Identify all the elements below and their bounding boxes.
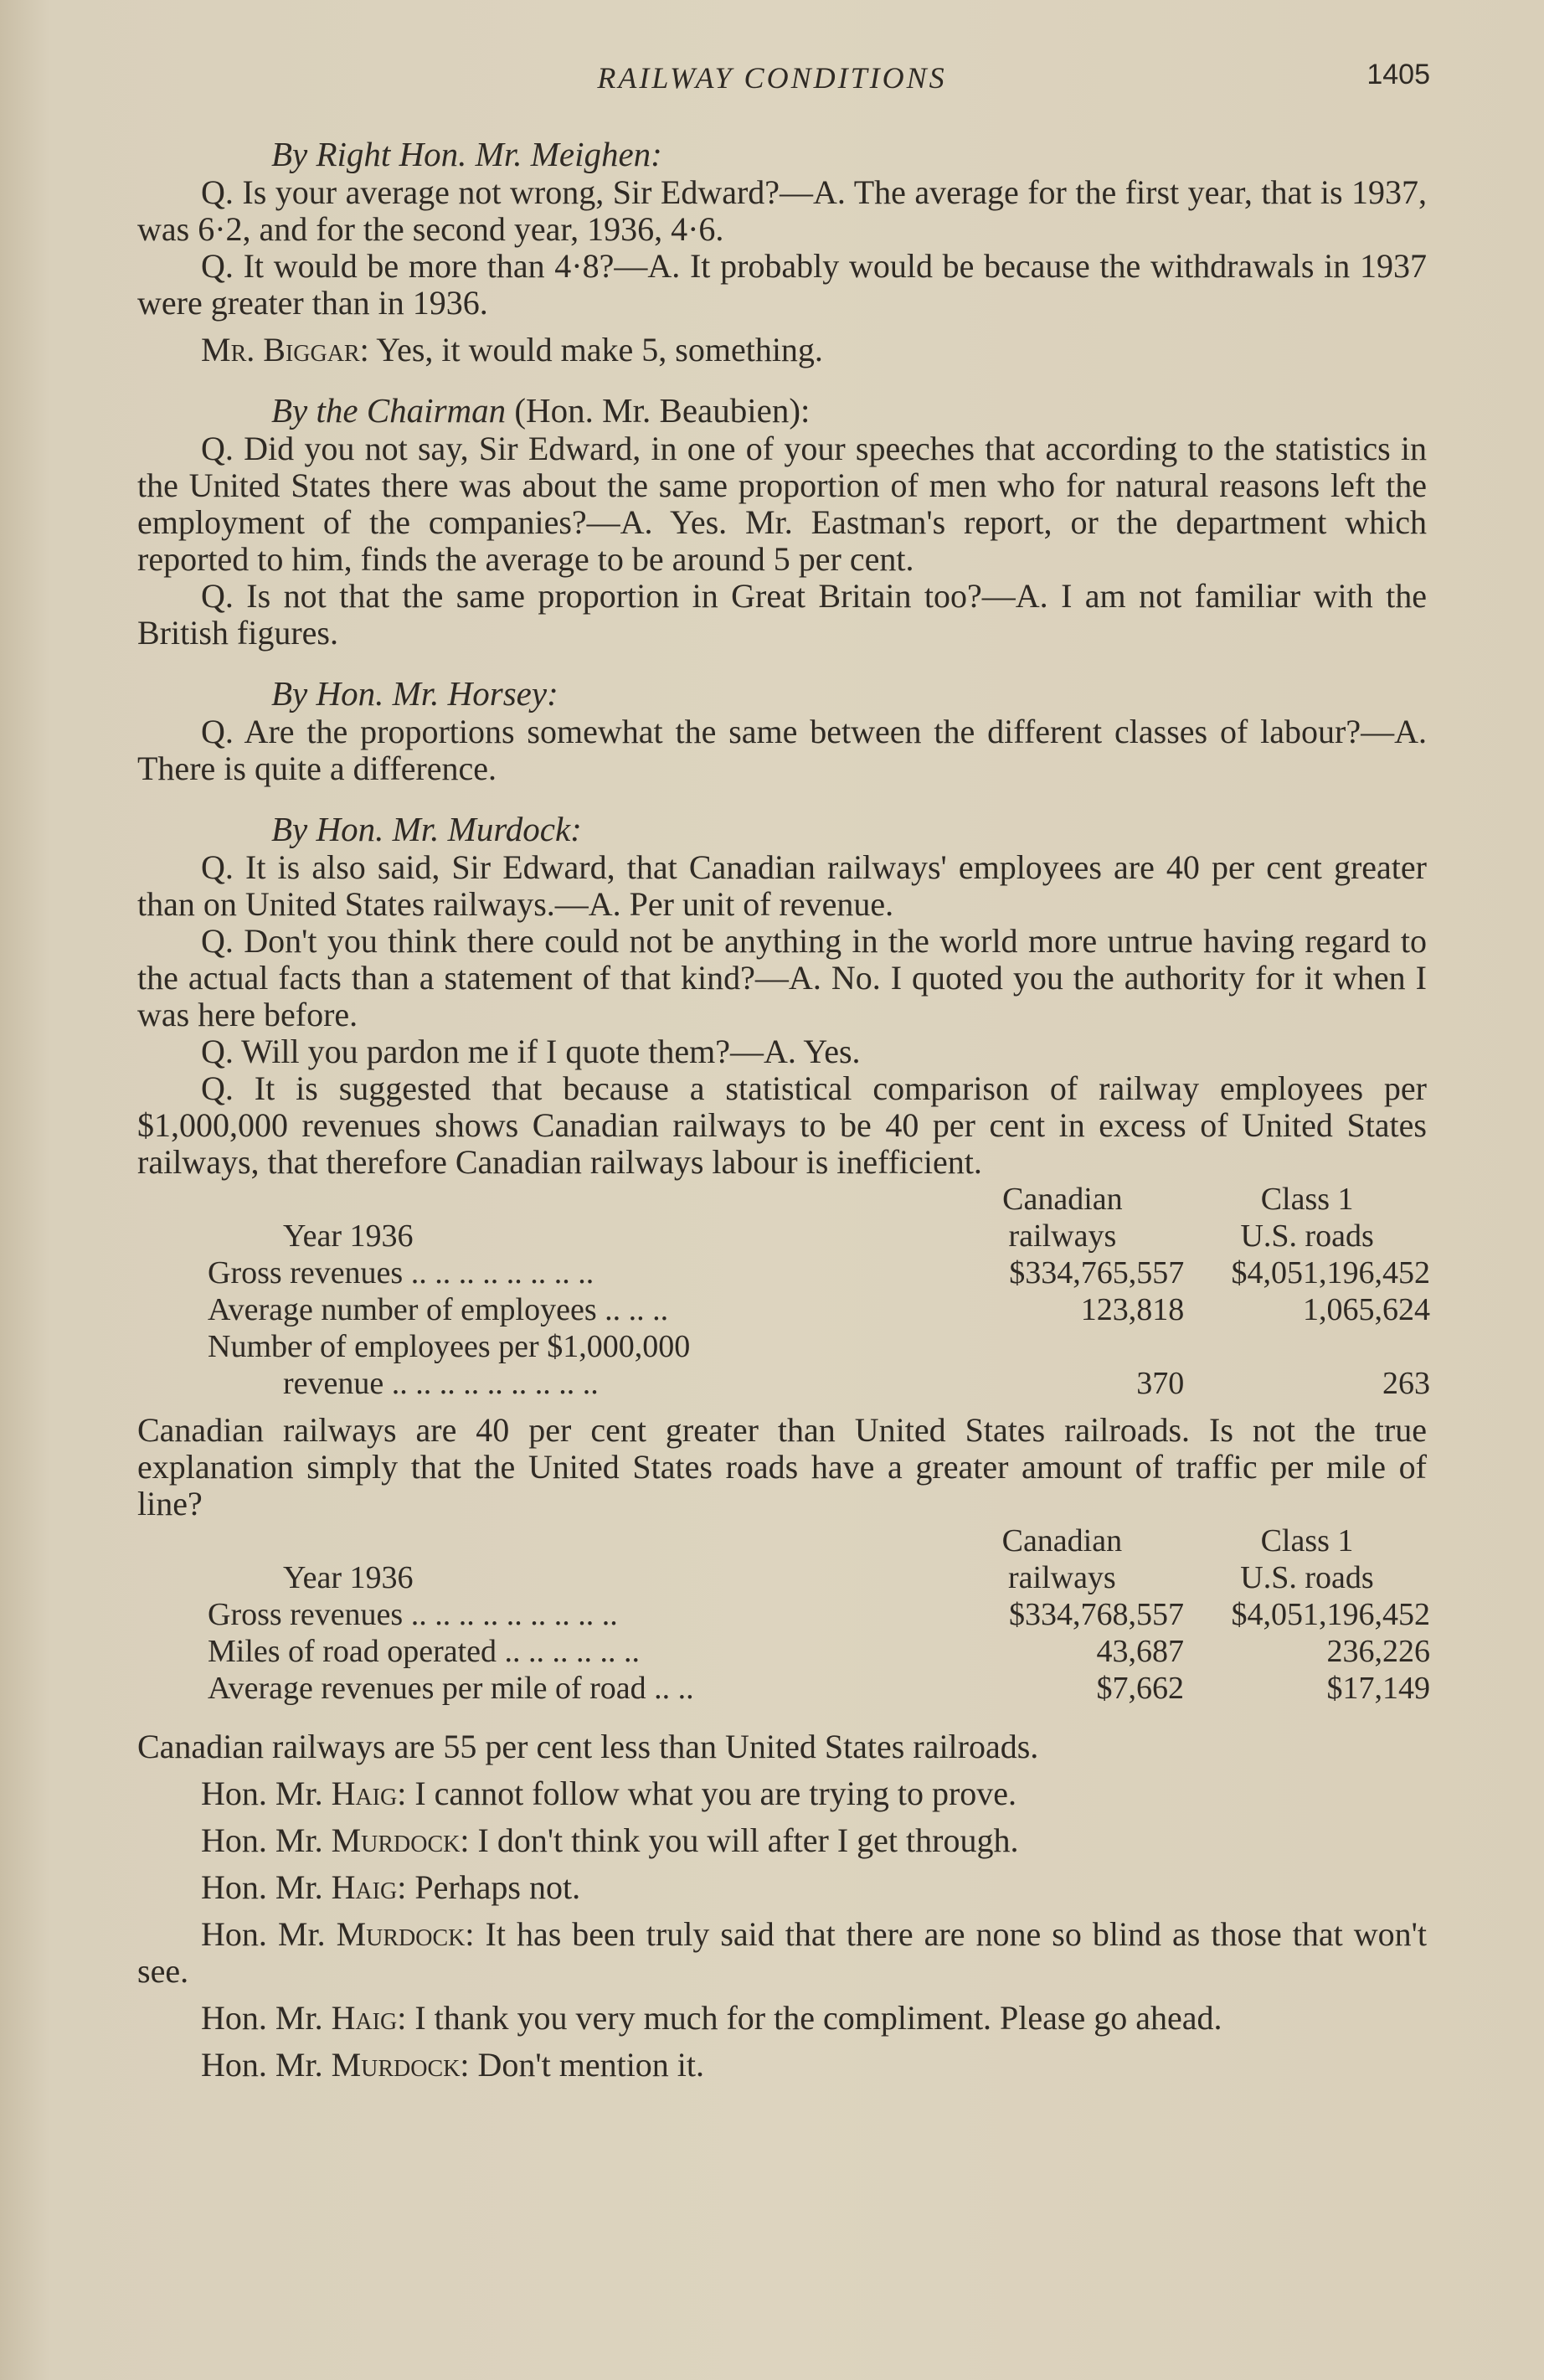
heading-plain: (Hon. Mr. Beaubien): — [506, 391, 811, 430]
cell-value: 263 — [1382, 1366, 1430, 1401]
cell-value: $334,768,557 — [1008, 1597, 1184, 1632]
dot-leader: .. .. .. .. .. .. .. .. — [410, 1255, 594, 1290]
speaker-name: Murdock — [336, 1915, 466, 1953]
paragraph-biggar — [137, 332, 1427, 368]
speaker-text: : I cannot follow what you are trying to prove. — [397, 1775, 1017, 1812]
paragraph: Canadian railways are 40 per cent greater than United States railroads. Is not the true explanation simply that the United States roads have a greater amount of traffic per mile of line? — [137, 1411, 1427, 1522]
cell-value: $17,149 — [1326, 1671, 1430, 1706]
section-heading-horsey: By Hon. Mr. Horsey: — [271, 674, 558, 713]
page-header — [0, 60, 1544, 102]
table-row — [208, 1365, 1430, 1402]
dialogue-line — [137, 1775, 1427, 1812]
cell-value: 123,818 — [1080, 1292, 1185, 1327]
row-label: Average revenues per mile of road — [208, 1671, 646, 1706]
table-row — [208, 1633, 1430, 1670]
dialogue-line — [137, 1916, 1427, 1990]
table-year: Year 1936 — [283, 1218, 414, 1254]
dot-leader: .. .. .. — [605, 1292, 669, 1327]
dialogue-line — [137, 1869, 1427, 1906]
running-head: RAILWAY CONDITIONS — [597, 61, 947, 95]
column-header-us-line2: U.S. roads — [1240, 1218, 1374, 1254]
column-header-canadian-line2: railways — [1007, 1560, 1116, 1595]
paragraph: Q. It is also said, Sir Edward, that Canadian railways' employees are 40 per cent greater than on United States railways.—A. Per unit of revenue. — [137, 848, 1427, 923]
dot-leader: .. .. — [654, 1671, 694, 1706]
column-header-canadian-line1: Canadian — [1001, 1523, 1123, 1558]
dialogue-line — [137, 2047, 1427, 2084]
table-year: Year 1936 — [283, 1560, 414, 1595]
table-row — [208, 1328, 1430, 1365]
row-label-continued: revenue — [283, 1366, 384, 1401]
dialogue-line — [137, 2000, 1427, 2037]
speaker-text: : I thank you very much for the compliment. Please go ahead. — [397, 1999, 1222, 2037]
speaker-title: Hon. Mr. — [201, 2046, 332, 2084]
speaker-title: Hon. Mr. — [201, 1868, 332, 1906]
speaker-name: Haig — [331, 1775, 398, 1812]
speaker-text: : Don't mention it. — [460, 2046, 705, 2084]
row-label: Miles of road operated — [208, 1634, 497, 1669]
cell-value: 1,065,624 — [1303, 1292, 1430, 1327]
row-label: Average number of employees — [208, 1292, 597, 1327]
paragraph: Q. Is not that the same proportion in Great Britain too?—A. I am not familiar with the British figures. — [137, 577, 1427, 652]
speaker-text: : It has been truly said that there are none so blind as those that won't see. — [137, 1915, 1427, 1990]
table-row — [208, 1670, 1430, 1707]
dot-leader: .. .. .. .. .. .. .. .. .. — [391, 1366, 599, 1401]
row-label: Gross revenues — [208, 1597, 404, 1632]
cell-value: $4,051,196,452 — [1231, 1597, 1430, 1632]
column-header-us-line1: Class 1 — [1260, 1523, 1354, 1558]
dot-leader: .. .. .. .. .. .. — [504, 1634, 641, 1669]
table-row — [208, 1254, 1430, 1291]
speaker-name: Murdock — [331, 1821, 461, 1859]
paragraph: Q. Will you pardon me if I quote them?—A. Yes. — [201, 1033, 861, 1070]
paragraph: Q. Is your average not wrong, Sir Edward?—A. The average for the first year, that is 1937, was 6·2, and for the second year, 1936, 4·6. — [137, 173, 1427, 248]
table-row — [208, 1596, 1430, 1633]
paragraph: Q. Don't you think there could not be anything in the world more untrue having regard to the actual facts than a statement of that kind?—A. No. I quoted you the authority for it when I was here before. — [137, 922, 1427, 1033]
column-header-us-line1: Class 1 — [1260, 1182, 1354, 1217]
dialogue-line — [137, 1822, 1427, 1859]
speaker-name: Haig — [331, 1868, 398, 1906]
body-text — [137, 134, 1430, 2084]
column-header-canadian-line2: railways — [1008, 1218, 1117, 1254]
cell-value: $7,662 — [1096, 1671, 1184, 1706]
paragraph: Q. It is suggested that because a statistical comparison of railway employees per $1,000,000 revenues shows Canadian railways to be 40 per cent in excess of United States railways, that therefore Canadian railways labour is inefficient. — [137, 1069, 1427, 1181]
speaker-title: Hon. Mr. — [201, 1999, 332, 2037]
speaker-name: Mr. Biggar — [201, 331, 360, 368]
speaker-name: Murdock — [331, 2046, 461, 2084]
speaker-name: Haig — [331, 1999, 398, 2037]
statistics-table-mileage — [208, 1522, 1430, 1707]
paragraph: Q. Did you not say, Sir Edward, in one of your speeches that according to the statistics in the United States there was about the same proportion of men who for natural reasons left the employment of the companies?—A. Yes. Mr. Eastman's report, or the department which reported to him, finds the average to be around 5 per cent. — [137, 430, 1427, 578]
paragraph: Q. It would be more than 4·8?—A. It probably would be because the withdrawals in 1937 were greater than in 1936. — [137, 247, 1427, 322]
cell-value: 236,226 — [1326, 1634, 1430, 1669]
row-label: Gross revenues — [208, 1255, 404, 1290]
section-heading-murdock: By Hon. Mr. Murdock: — [271, 810, 582, 848]
cell-value: 370 — [1136, 1366, 1185, 1401]
row-label: Number of employees per $1,000,000 — [208, 1329, 691, 1364]
cell-value: $4,051,196,452 — [1231, 1255, 1430, 1290]
paragraph: Q. Are the proportions somewhat the same between the different classes of labour?—A. There is quite a difference. — [137, 713, 1427, 787]
table-row — [208, 1291, 1430, 1328]
speaker-text: : Perhaps not. — [397, 1868, 581, 1906]
column-header-canadian-line1: Canadian — [1002, 1182, 1123, 1217]
column-header-us-line2: U.S. roads — [1240, 1560, 1374, 1595]
speaker-title: Hon. Mr. — [201, 1775, 332, 1812]
speaker-text: : I don't think you will after I get through. — [460, 1821, 1019, 1859]
cell-value: $334,765,557 — [1009, 1255, 1185, 1290]
statistics-table-employees — [208, 1181, 1430, 1402]
cell-value: 43,687 — [1096, 1634, 1184, 1669]
section-heading-meighen: By Right Hon. Mr. Meighen: — [271, 135, 662, 173]
heading-italic: By the Chairman — [271, 391, 507, 430]
dot-leader: .. .. .. .. .. .. .. .. .. — [410, 1597, 618, 1632]
page-number: 1405 — [1366, 59, 1430, 90]
paragraph: Canadian railways are 55 per cent less than United States railroads. — [137, 1728, 1039, 1765]
speaker-title: Hon. Mr. — [201, 1915, 337, 1953]
speaker-text: : Yes, it would make 5, something. — [359, 331, 823, 368]
section-heading-chairman — [271, 390, 1427, 430]
speaker-title: Hon. Mr. — [201, 1821, 332, 1859]
